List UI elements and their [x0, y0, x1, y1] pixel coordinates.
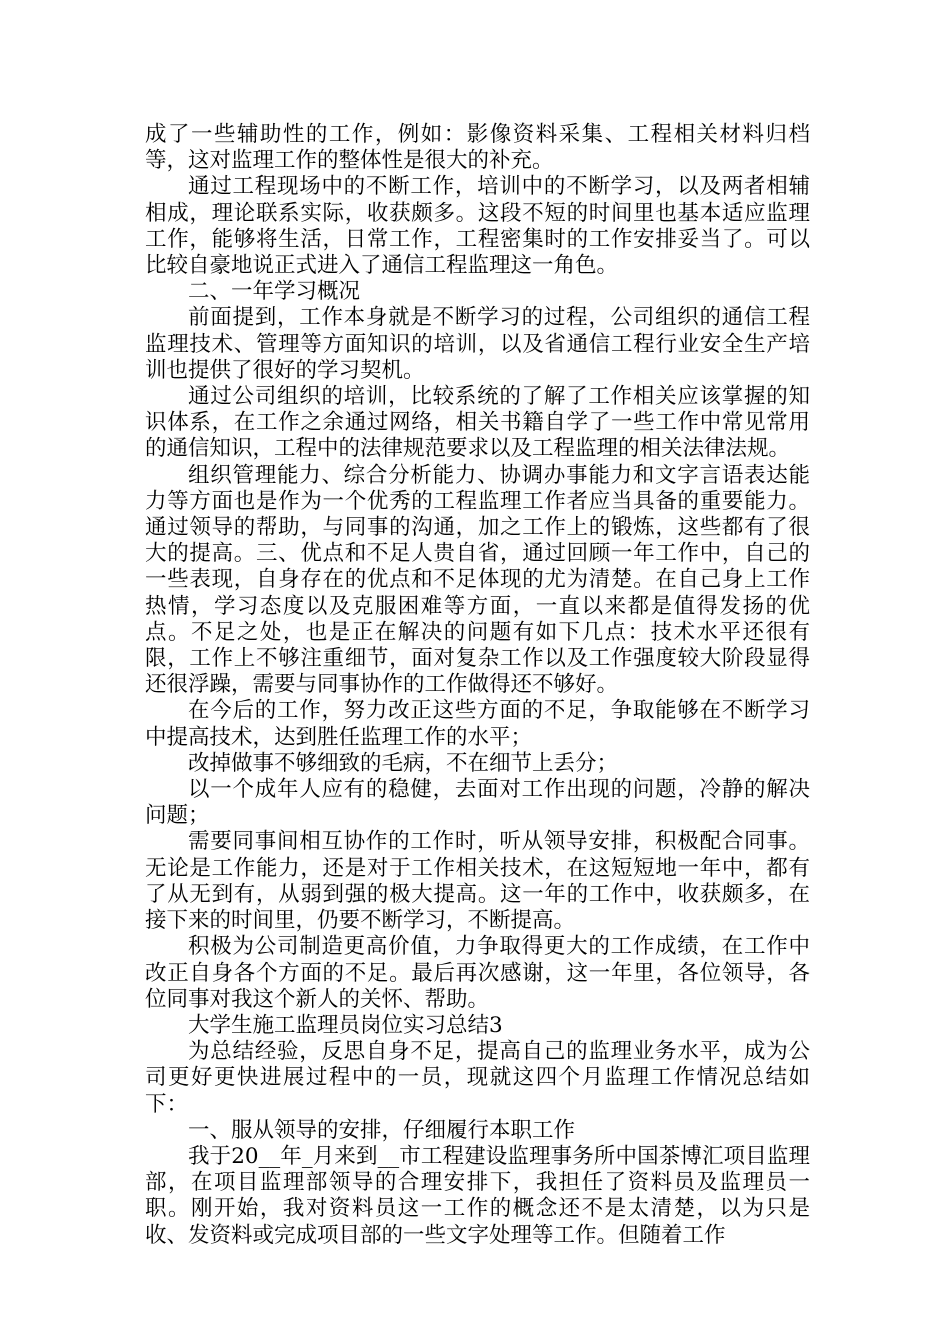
section-heading: 一、服从领导的安排，仔细履行本职工作: [188, 1117, 576, 1143]
paragraph: 成了一些辅助性的工作，例如：影像资料采集、工程相关材料归档等，这对监理工作的整体性是很大的补充。: [145, 122, 810, 174]
paragraph: 我于20__年_月来到__市工程建设监理事务所中国茶博汇项目监理部，在项目监理部领导的合理安排下，我担任了资料员及监理员一职。刚开始，我对资料员这一工作的概念还不是太清楚，以为只是收、发资料或完成项目部的一些文字处理等工作。但随着工作: [145, 1143, 810, 1248]
paragraph: 以一个成年人应有的稳健，去面对工作出现的问题，冷静的解决问题；: [145, 777, 810, 829]
paragraph: 改掉做事不够细致的毛病，不在细节上丢分；: [188, 750, 619, 776]
section-heading: 二、一年学习概况: [188, 279, 361, 305]
paragraph: 为总结经验，反思自身不足，提高自己的监理业务水平，成为公司更好更快进展过程中的一员，现就这四个月监理工作情况总结如下：: [145, 1039, 810, 1117]
document-body: [145, 122, 810, 1249]
paragraph: 组织管理能力、综合分析能力、协调办事能力和文字言语表达能力等方面也是作为一个优秀的工程监理工作者应当具备的重要能力。通过领导的帮助，与同事的沟通，加之工作上的锻炼，这些都有了很大的提高。三、优点和不足人贵自省，通过回顾一年工作中，自己的一些表现，自身存在的优点和不足体现的尤为清楚。在自己身上工作热情，学习态度以及克服困难等方面，一直以来都是值得发扬的优点。不足之处，也是正在解决的问题有如下几点：技术水平还很有限，工作上不够注重细节，面对复杂工作以及工作强度较大阶段显得还很浮躁，需要与同事协作的工作做得还不够好。: [145, 462, 810, 698]
paragraph: 通过工程现场中的不断工作，培训中的不断学习，以及两者相辅相成，理论联系实际，收获颇多。这段不短的时间里也基本适应监理工作，能够将生活，日常工作，工程密集时的工作安排妥当了。可以比较自豪地说正式进入了通信工程监理这一角色。: [145, 174, 810, 279]
paragraph: 前面提到，工作本身就是不断学习的过程，公司组织的通信工程监理技术、管理等方面知识的培训，以及省通信工程行业安全生产培训也提供了很好的学习契机。: [145, 305, 810, 383]
paragraph: 积极为公司制造更高价值，力争取得更大的工作成绩，在工作中改正自身各个方面的不足。最后再次感谢，这一年里，各位领导，各位同事对我这个新人的关怀、帮助。: [145, 934, 810, 1012]
paragraph: 需要同事间相互协作的工作时，听从领导安排，积极配合同事。无论是工作能力，还是对于工作相关技术，在这短短地一年中，都有了从无到有，从弱到强的极大提高。这一年的工作中，收获颇多，在接下来的时间里，仍要不断学习，不断提高。: [145, 829, 810, 934]
paragraph: 通过公司组织的培训，比较系统的了解了工作相关应该掌握的知识体系，在工作之余通过网络，相关书籍自学了一些工作中常见常用的通信知识，工程中的法律规范要求以及工程监理的相关法律法规。: [145, 384, 810, 462]
paragraph: 在今后的工作，努力改正这些方面的不足，争取能够在不断学习中提高技术，达到胜任监理工作的水平；: [145, 698, 810, 750]
document-subtitle: 大学生施工监理员岗位实习总结3: [188, 1012, 503, 1038]
